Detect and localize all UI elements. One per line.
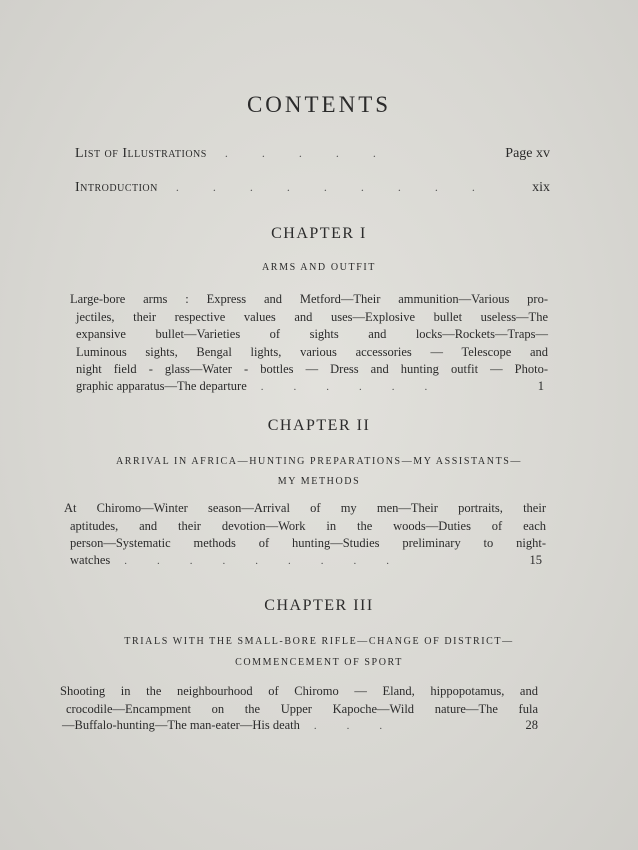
summary-line: At Chiromo—Winter season—Arrival of my men—Their portraits, their [64, 501, 546, 515]
chapter-summary [64, 500, 546, 553]
toc-entry-label: List of Illustrations [75, 146, 207, 161]
contents-title: CONTENTS [246, 92, 392, 117]
summary-line: crocodile—Encampment on the Upper Kapoche—Wild nature—The fula [66, 701, 538, 716]
chapter-summary [70, 291, 548, 379]
summary-line: Large-bore arms : Express and Metford—Their ammunition—Various pro- [70, 292, 548, 306]
chapter-subtitle: MY METHODS [277, 476, 361, 487]
summary-line: graphic apparatus—The departure [76, 379, 247, 393]
summary-line: —Buffalo-hunting—The man-eater—His death [62, 718, 300, 732]
summary-line: night field - glass—Water - bottles — Dress and hunting outfit — Photo- [76, 362, 548, 377]
toc-entry-page: Page xv [505, 146, 550, 161]
toc-entry-illustrations [75, 146, 550, 162]
chapter-subtitle: ARRIVAL IN AFRICA—HUNTING PREPARATIONS—MY ASSISTANTS— [115, 456, 523, 467]
leader-dots: ..... [224, 146, 410, 160]
chapter-subtitle: TRIALS WITH THE SMALL-BORE RIFLE—CHANGE OF DISTRICT— [124, 636, 514, 647]
summary-line: Luminous sights, Bengal lights, various accessories — Telescope and [76, 344, 548, 359]
summary-line: watches [70, 553, 111, 567]
chapter-page-number: 28 [525, 718, 538, 732]
toc-entry-page: xix [532, 180, 550, 195]
leader-dots: ...... [260, 381, 458, 393]
chapter-summary-last-line [76, 379, 544, 394]
chapter-subtitle: COMMENCEMENT OF SPORT [235, 657, 403, 668]
toc-entry-label: Introduction [75, 180, 158, 195]
summary-line: Shooting in the neighbourhood of Chiromo — Eland, hippopotamus, and [60, 684, 538, 698]
summary-line: aptitudes, and their devotion—Work in the woods—Duties of each [70, 518, 546, 533]
chapter-heading: CHAPTER I [271, 225, 367, 242]
chapter-heading: CHAPTER II [267, 417, 371, 434]
chapter-page-number: 15 [529, 553, 542, 567]
chapter-summary-last-line [62, 718, 538, 733]
summary-line: jectiles, their respective values and uses—Explosive bullet useless—The [76, 309, 548, 324]
chapter-page-number: 1 [537, 379, 544, 393]
chapter-heading: CHAPTER III [264, 597, 374, 614]
leader-dots: ......... [175, 180, 509, 194]
chapter-summary [60, 683, 538, 718]
leader-dots: ......... [124, 555, 420, 567]
leader-dots: ... [313, 720, 413, 732]
summary-line: person—Systematic methods of hunting—Studies preliminary to night- [70, 536, 546, 551]
toc-entry-introduction [75, 180, 550, 196]
summary-line: expansive bullet—Varieties of sights and locks—Rockets—Traps— [76, 327, 548, 342]
chapter-summary-last-line [70, 553, 542, 568]
chapter-subtitle: ARMS AND OUTFIT [261, 262, 376, 273]
